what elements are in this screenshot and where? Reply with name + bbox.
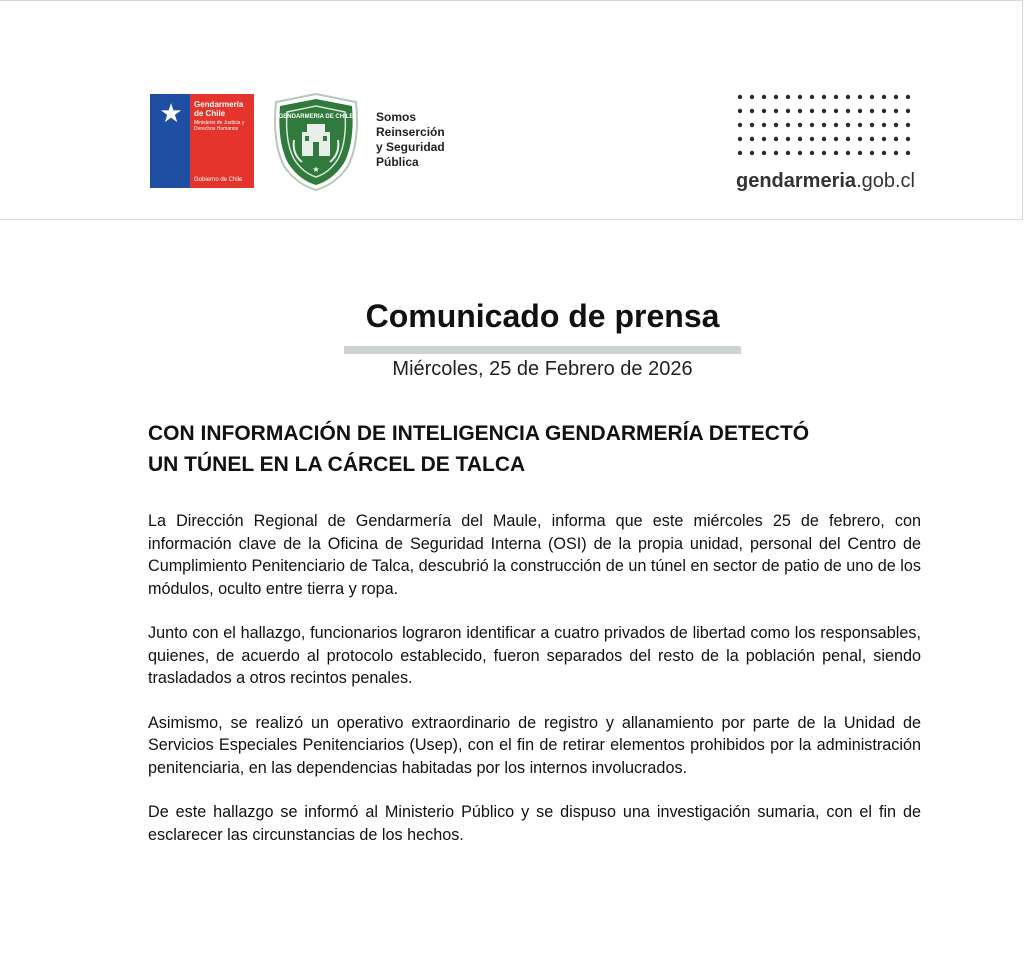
dot [738, 137, 742, 141]
dot [870, 123, 874, 127]
star-icon: ★ [159, 99, 183, 129]
dot [846, 95, 850, 99]
motto [376, 110, 445, 170]
dot [750, 109, 754, 113]
dot [894, 123, 898, 127]
dot [786, 137, 790, 141]
dot [738, 123, 742, 127]
dot [834, 151, 838, 155]
headline-line2: UN TÚNEL EN LA CÁRCEL DE TALCA [148, 453, 526, 476]
document-title: Comunicado de prensa [365, 298, 720, 334]
dot [750, 137, 754, 141]
dot [750, 151, 754, 155]
dot [774, 109, 778, 113]
title-underline-bar [344, 346, 741, 354]
paragraph: La Dirección Regional de Gendarmería del Maule, informa que este miércoles 25 de febrero, con información clave de la Oficina de Seguridad Interna (OSI) de la propia unidad, personal del Centro de Cumplimiento Penitenciario de Talca, descubrió la construcción de un túnel en sector de patio de uno de los módulos, oculto entre tierra y ropa. [148, 512, 921, 598]
dot [870, 137, 874, 141]
dot [858, 123, 862, 127]
dot [906, 109, 910, 113]
dot [906, 137, 910, 141]
dot [894, 109, 898, 113]
dot [846, 137, 850, 141]
press-headline [148, 418, 908, 480]
website-domain: .gob.cl [856, 170, 915, 192]
dot [882, 137, 886, 141]
website-url [736, 170, 915, 193]
dot [786, 95, 790, 99]
dot [762, 109, 766, 113]
dot [798, 109, 802, 113]
dot [822, 137, 826, 141]
dot [858, 151, 862, 155]
dot [882, 95, 886, 99]
gobierno-de-chile-logo [150, 94, 254, 188]
dot [798, 137, 802, 141]
dot [858, 95, 862, 99]
dot [822, 123, 826, 127]
dot [846, 109, 850, 113]
dot [750, 123, 754, 127]
dot [882, 151, 886, 155]
motto-line: Reinserción [376, 125, 445, 139]
logo-ministry: Ministerio de Justicia y Derechos Humanos [194, 120, 245, 132]
dot [738, 151, 742, 155]
dot [822, 151, 826, 155]
dot [846, 151, 850, 155]
dot [906, 151, 910, 155]
dot [798, 95, 802, 99]
motto-line: Pública [376, 155, 419, 169]
dot [774, 95, 778, 99]
dot [810, 123, 814, 127]
dot [858, 137, 862, 141]
document-date: Miércoles, 25 de Febrero de 2026 [392, 358, 693, 380]
dot [774, 137, 778, 141]
dot [894, 137, 898, 141]
logo-government: Gobierno de Chile [194, 177, 243, 183]
press-body [148, 510, 921, 868]
dot [786, 151, 790, 155]
dot [786, 109, 790, 113]
paragraph: Asimismo, se realizó un operativo extraordinario de registro y allanamiento por parte de la Unidad de Servicios Especiales Penitenciarios (Usep), con el fin de retirar elementos prohibidos por la administración penitenciaria, en las dependencias habitadas por los internos involucrados. [148, 713, 921, 777]
dot [870, 109, 874, 113]
dot [870, 95, 874, 99]
dot [774, 123, 778, 127]
website-bold: gendarmeria [736, 170, 857, 192]
dot-pattern-icon [736, 93, 916, 163]
dot [834, 109, 838, 113]
dot [762, 151, 766, 155]
dot [810, 95, 814, 99]
dot [810, 151, 814, 155]
badge-text: GENDARMERIA DE CHILE [278, 114, 354, 120]
gendarmeria-badge-icon [268, 92, 364, 192]
svg-text:★: ★ [312, 165, 320, 174]
dot [870, 151, 874, 155]
dot [858, 109, 862, 113]
dot [834, 123, 838, 127]
dot [738, 109, 742, 113]
dot [798, 123, 802, 127]
motto-line: y Seguridad [376, 140, 445, 154]
dot [750, 95, 754, 99]
dot [846, 123, 850, 127]
dot [798, 151, 802, 155]
dot [810, 137, 814, 141]
dot [834, 95, 838, 99]
dot [882, 123, 886, 127]
dot [894, 95, 898, 99]
dot [774, 151, 778, 155]
dot [762, 137, 766, 141]
dot [762, 95, 766, 99]
paragraph: Junto con el hallazgo, funcionarios lograron identificar a cuatro privados de libertad como los responsables, quienes, de acuerdo al protocolo establecido, fueron separados del resto de la población penal, siendo trasladados a otros recintos penales. [148, 624, 921, 687]
dot [786, 123, 790, 127]
dot [906, 95, 910, 99]
dot [894, 151, 898, 155]
dot [882, 109, 886, 113]
dot [834, 137, 838, 141]
headline-line1: CON INFORMACIÓN DE INTELIGENCIA GENDARMERÍA DETECTÓ [148, 422, 810, 445]
dot [810, 109, 814, 113]
dot [906, 123, 910, 127]
logo-name-line1: Gendarmería [194, 100, 244, 109]
dot [738, 95, 742, 99]
dot [822, 109, 826, 113]
logo-name-line2: de Chile [194, 109, 226, 118]
motto-line: Somos [376, 110, 417, 124]
paragraph: De este hallazgo se informó al Ministerio Público y se dispuso una investigación sumaria, con el fin de esclarecer las circunstancias de los hechos. [148, 803, 921, 844]
dot [822, 95, 826, 99]
dot [762, 123, 766, 127]
